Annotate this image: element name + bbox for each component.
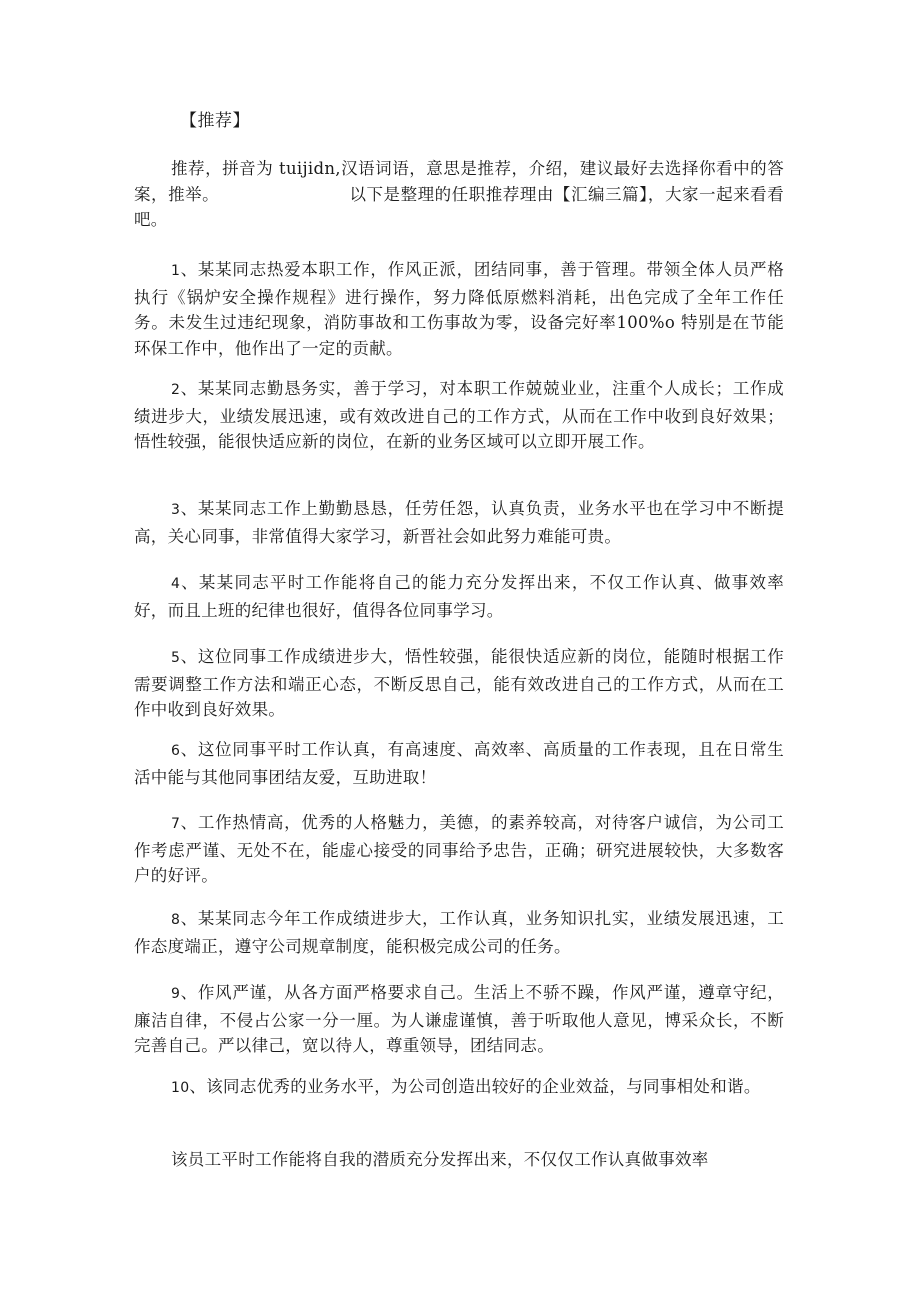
item-text: 、某某同志勤恳务实，善于学习，对本职工作兢兢业业，注重个人成长；工作成绩进步大，业绩发展迅速，或有效改进自己的工作方式，从而在工作中收到良好效果；悟性较强，能很快适应新的岗位，在新的业务区域可以立即开展工作。	[134, 379, 784, 451]
list-item	[134, 376, 784, 455]
item-number: 7	[171, 816, 181, 832]
list-item	[134, 810, 784, 889]
intro-part-2: 以下是整理的任职推荐理由【汇编三篇】，大家一起来看看吧。	[134, 184, 784, 229]
item-number: 8	[171, 912, 181, 928]
list-item	[134, 980, 784, 1059]
item-number: 4	[171, 576, 181, 592]
item-number: 9	[171, 986, 181, 1002]
intro-part-1: 推荐，拼音为 tuijidn,汉语词语，意思是推荐，介绍，建议最好去选择你看中的答案，推举。	[134, 159, 784, 204]
item-number: 1	[171, 263, 181, 279]
list-item	[134, 570, 784, 623]
intro-paragraph	[134, 156, 784, 233]
list-item	[134, 1074, 784, 1102]
item-number: 6	[171, 743, 181, 759]
list-item	[134, 644, 784, 723]
item-number: 2	[171, 382, 181, 398]
item-number: 10	[171, 1080, 190, 1096]
item-text: 、该同志优秀的业务水平，为公司创造出较好的企业效益，与同事相处和谐。	[189, 1077, 761, 1096]
item-text: 、作风严谨，从各方面严格要求自己。生活上不骄不躁，作风严谨，遵章守纪，廉洁自律，不侵占公家一分一厘。为人谦虚谨慎，善于听取他人意见，博采众长，不断完善自己。严以律己，宽以待人，尊重领导，团结同志。	[134, 983, 784, 1055]
item-number: 3	[171, 502, 181, 518]
item-text: 、工作热情高，优秀的人格魅力，美德，的素养较高，对待客户诚信，为公司工作考虑严谨、无处不在，能虚心接受的同事给予忠告，正确；研究进展较快，大多数客户的好评。	[134, 813, 784, 885]
item-text: 、某某同志工作上勤勤恳恳，任劳任怨，认真负责，业务水平也在学习中不断提高，关心同事，非常值得大家学习，新晋社会如此努力难能可贵。	[134, 499, 784, 546]
list-item	[134, 737, 784, 790]
closing-paragraph: 该员工平时工作能将自我的潜质充分发挥出来，不仅仅工作认真做事效率	[171, 1150, 709, 1169]
item-number: 5	[171, 650, 181, 666]
item-text: 、某某同志热爱本职工作，作风正派，团结同事，善于管理。带领全体人员严格执行《锅炉安全操作规程》进行操作，努力降低原燃料消耗，出色完成了全年工作任务。未发生过违纪现象，消防事故和工伤事故为零，设备完好率100%o 特别是在节能环保工作中，他作出了一定的贡献。	[134, 260, 784, 358]
list-item	[134, 257, 784, 361]
item-text: 、这位同事平时工作认真，有高速度、高效率、高质量的工作表现，且在日常生活中能与其他同事团结友爱，互助进取！	[134, 740, 784, 787]
list-item	[134, 496, 784, 549]
section-heading: 【推荐】	[180, 111, 250, 131]
list-item	[134, 906, 784, 959]
item-text: 、某某同志平时工作能将自己的能力充分发挥出来，不仅工作认真、做事效率好，而且上班的纪律也很好，值得各位同事学习。	[134, 573, 784, 620]
item-text: 、这位同事工作成绩进步大，悟性较强，能很快适应新的岗位，能随时根据工作需要调整工作方法和端正心态，不断反思自己，能有效改进自己的工作方式，从而在工作中收到良好效果。	[134, 647, 784, 719]
item-text: 、某某同志今年工作成绩进步大，工作认真，业务知识扎实，业绩发展迅速，工作态度端正，遵守公司规章制度，能积极完成公司的任务。	[134, 909, 784, 956]
